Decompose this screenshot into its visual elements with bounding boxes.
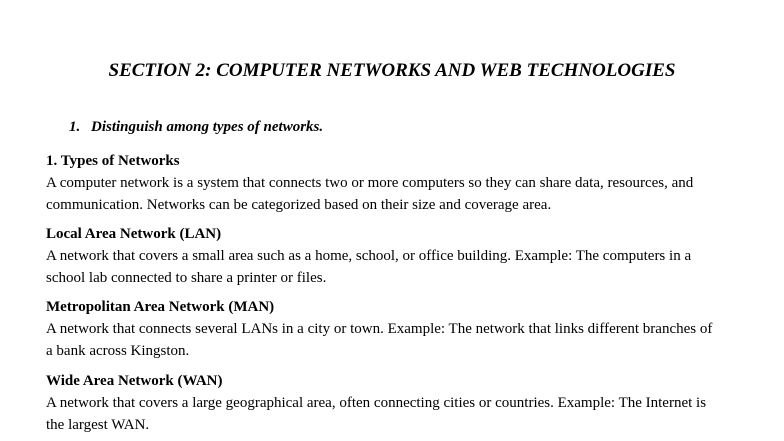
paragraph-line: A network that covers a small area such as a home, school, or office building. Example: The computers in a <box>46 248 692 264</box>
section-heading: 1. Types of Networks <box>46 153 180 169</box>
paragraph-line: communication. Networks can be categorized based on their size and coverage area. <box>46 197 552 213</box>
paragraph-line: school lab connected to share a printer or files. <box>46 270 327 286</box>
question-item <box>69 119 323 136</box>
question-number: 1. <box>69 119 81 135</box>
paragraph-line: A network that connects several LANs in a city or town. Example: The network that links different branches of <box>46 321 713 337</box>
paragraph-line: a bank across Kingston. <box>46 343 190 359</box>
wan-section <box>46 370 746 436</box>
paragraph-line: A computer network is a system that connects two or more computers so they can share data, resources, and <box>46 175 694 191</box>
types-of-networks-section <box>46 150 746 216</box>
section-heading: Metropolitan Area Network (MAN) <box>46 299 275 315</box>
section-heading: Wide Area Network (WAN) <box>46 373 223 389</box>
section-heading: Local Area Network (LAN) <box>46 226 222 242</box>
paragraph-line: A network that covers a large geographical area, often connecting cities or countries. Example: The Internet is <box>46 395 707 411</box>
question-text: Distinguish among types of networks. <box>91 119 324 135</box>
man-section <box>46 296 746 362</box>
section-title: SECTION 2: COMPUTER NETWORKS AND WEB TECHNOLOGIES <box>108 60 676 81</box>
paragraph-line: the largest WAN. <box>46 417 150 433</box>
lan-section <box>46 223 746 289</box>
